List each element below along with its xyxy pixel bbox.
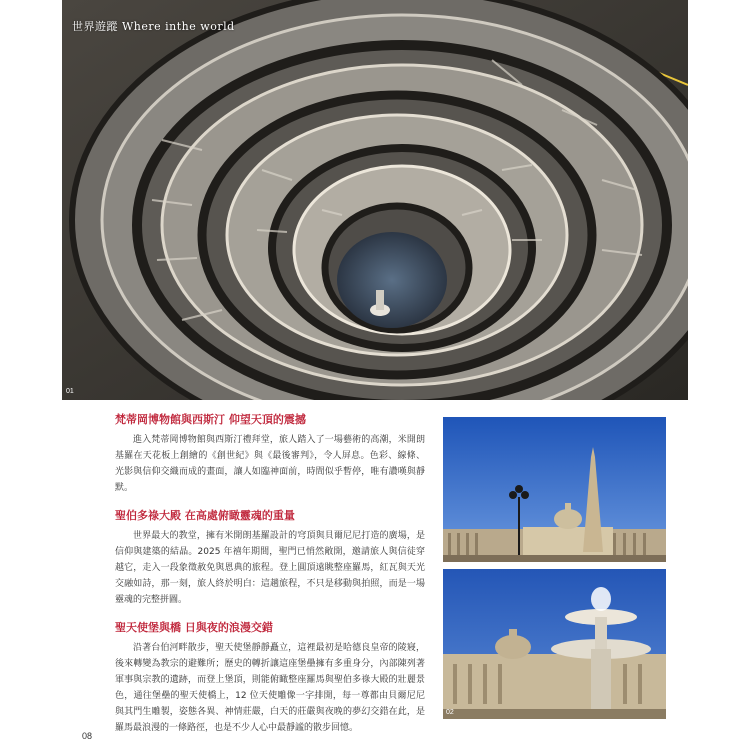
- hero-photo-spiral-staircase: [62, 0, 688, 400]
- st-peters-square-illustration: [443, 417, 666, 562]
- section-castel-sant-angelo: [115, 620, 425, 736]
- section-heading: 梵蒂岡博物館與西斯汀 仰望天頂的震撼: [115, 413, 306, 426]
- section-body: 沿著台伯河畔散步，聖天使堡靜靜矗立，這裡最初是哈德良皇帝的陵寢，後來轉變為教宗的避難所；歷史的轉折讓這座堡壘擁有多重身分，內部陳列著軍事與宗教的遺跡，而登上堡頂，則能俯瞰整座羅馬與聖伯多祿大殿的壯麗景色，通往堡壘的聖天使橋上，12 位天使雕像一字排開，每一尊都由貝爾尼尼與其門生雕製，姿態各異、神情莊嚴，白天的莊嚴與夜晚的夢幻交錯在此，是羅馬最浪漫的一條路徑，也是不少人心中最靜謐的散步回憶。: [115, 643, 425, 733]
- section-heading: 聖天使堡與橋 日與夜的浪漫交錯: [115, 621, 273, 634]
- spiral-staircase-illustration: [62, 0, 688, 400]
- section-body: 進入梵蒂岡博物館與西斯汀禮拜堂，旅人踏入了一場藝術的高潮，米開朗基羅在天花板上創繪的《創世紀》與《最後審判》，令人屏息。色彩、線條、光影與信仰交織而成的畫面，讓人如臨神面前，時間似乎暫停，唯有讚嘆與靜默。: [115, 435, 425, 493]
- article-text: [115, 410, 425, 748]
- photo-number-01: 01: [66, 388, 74, 395]
- fountain-illustration: [443, 569, 666, 719]
- photo-fountain: [443, 569, 666, 719]
- section-st-peters: [115, 508, 425, 608]
- section-caption: 世界遊蹤 Where inthe world: [72, 20, 235, 33]
- photo-number-02: 02: [446, 709, 454, 716]
- section-body: 世界最大的教堂，擁有米開朗基羅設計的穹頂與貝爾尼尼打造的廣場，是信仰與建築的結晶。2025 年禧年期間，聖門已悄然敞開，邀請旅人與信徒穿越它，走入一段象徵赦免與恩典的旅程。登上圓頂遠眺整座羅馬，紅瓦與天光交融如詩，那一刻，旅人終於明白：這趟旅程，不只是移動與拍照，而是一場靈魂的完整拼圖。: [115, 531, 425, 605]
- section-vatican-museum: [115, 412, 425, 496]
- photo-st-peters-square: [443, 417, 666, 562]
- section-heading: 聖伯多祿大殿 在高處俯瞰靈魂的重量: [115, 509, 295, 522]
- page-number: 08: [82, 731, 93, 741]
